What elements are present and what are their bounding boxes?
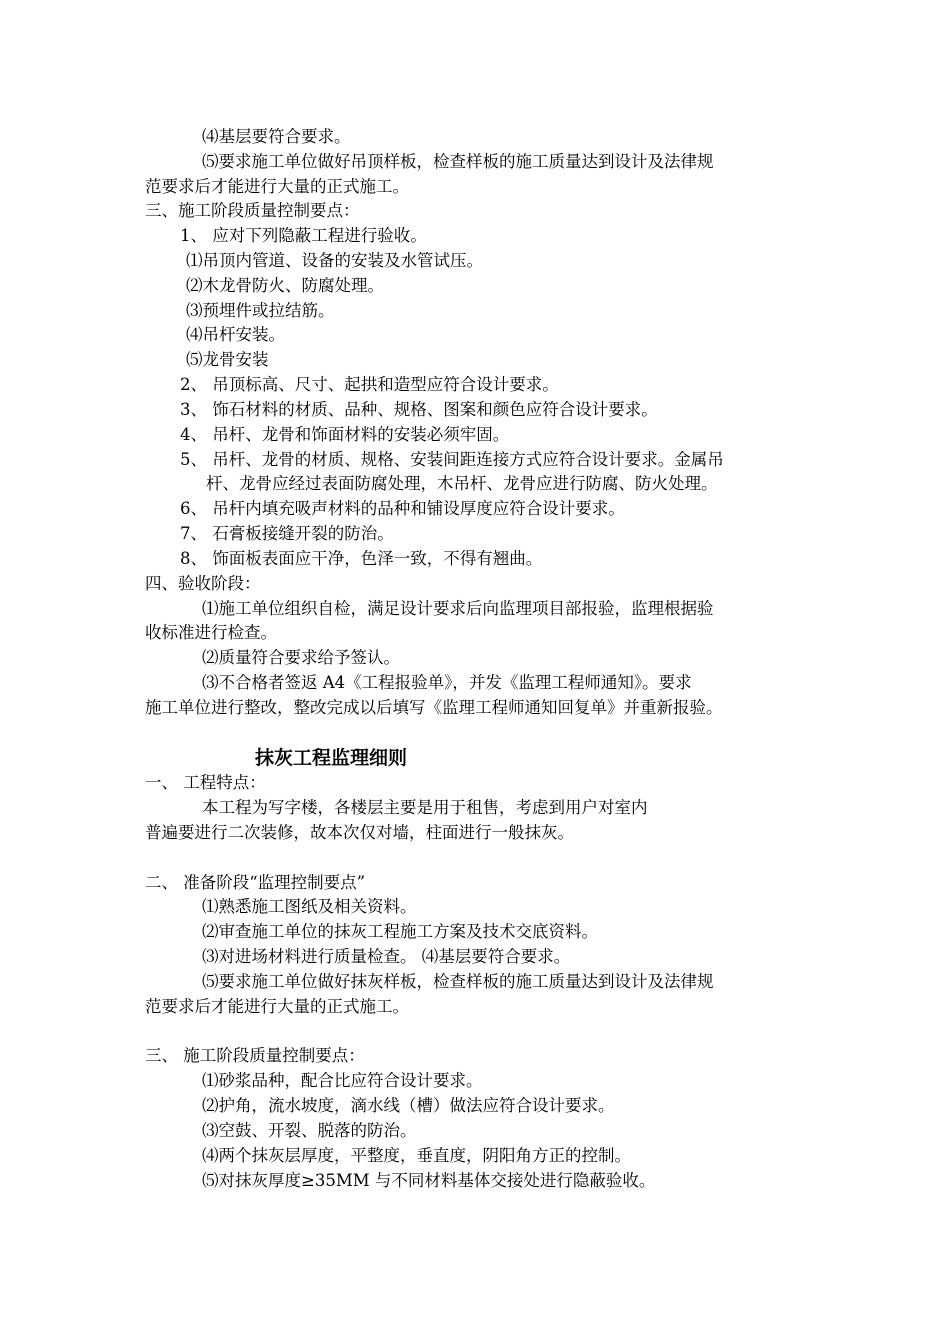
list-item-5-line-2: 杆、龙骨应经过表面防腐处理，木吊杆、龙骨应进行防腐、防火处理。 [206, 474, 718, 493]
s2-item-5-line-2: 范要求后才能进行大量的正式施工。 [145, 997, 409, 1016]
prep-item-5-line-2: 范要求后才能进行大量的正式施工。 [145, 177, 409, 196]
s1-line-2: 普遍要进行二次装修，故本次仅对墙，柱面进行一般抹灰。 [145, 823, 574, 842]
sub-item-1: ⑴吊顶内管道、设备的安装及水管试压。 [186, 251, 483, 270]
acceptance-item-3-line-1: ⑶不合格者签返 A4《工程报验单》，并发《监理工程师通知》。要求 [202, 673, 692, 692]
section-4-heading: 四、验收阶段： [145, 574, 261, 593]
list-item-5-line-1: 5、 吊杆、龙骨的材质、规格、安装间距连接方式应符合设计要求。金属吊 [180, 450, 724, 469]
list-item-4: 4、 吊杆、龙骨和饰面材料的安装必须牢固。 [180, 425, 510, 444]
sub-item-4: ⑷吊杆安装。 [186, 325, 285, 344]
list-item-7: 7、 石膏板接缝开裂的防治。 [180, 524, 394, 543]
acceptance-item-2: ⑵质量符合要求给予签认。 [202, 648, 400, 667]
acceptance-item-1-line-2: 收标准进行检查。 [145, 623, 277, 642]
sub-item-2: ⑵木龙骨防火、防腐处理。 [186, 276, 384, 295]
s1-heading: 一、 工程特点： [145, 773, 266, 792]
s2-item-2: ⑵审查施工单位的抹灰工程施工方案及技术交底资料。 [202, 922, 598, 941]
list-item-3: 3、 饰石材料的材质、品种、规格、图案和颜色应符合设计要求。 [180, 400, 658, 419]
s3-item-5: ⑸对抹灰厚度≥35MM 与不同材料基体交接处进行隐蔽验收。 [202, 1171, 656, 1190]
list-item-8: 8、 饰面板表面应干净，色泽一致，不得有翘曲。 [180, 549, 543, 568]
acceptance-item-1-line-1: ⑴施工单位组织自检，满足设计要求后向监理项目部报验，监理根据验 [202, 599, 714, 618]
s3-item-3: ⑶空鼓、开裂、脱落的防治。 [202, 1121, 417, 1140]
section-3-heading: 三、施工阶段质量控制要点： [145, 201, 360, 220]
list-item-1: 1、 应对下列隐蔽工程进行验收。 [180, 226, 427, 245]
list-item-6: 6、 吊杆内填充吸声材料的品种和铺设厚度应符合设计要求。 [180, 499, 625, 518]
list-item-2: 2、 吊顶标高、尺寸、起拱和造型应符合设计要求。 [180, 375, 559, 394]
s3-item-4: ⑷两个抹灰层厚度，平整度，垂直度，阴阳角方正的控制。 [202, 1146, 631, 1165]
s3-item-1: ⑴砂浆品种，配合比应符合设计要求。 [202, 1071, 483, 1090]
sub-item-5: ⑸龙骨安装 [186, 350, 269, 369]
s2-heading: 二、 准备阶段“监理控制要点” [145, 873, 366, 892]
s2-item-5-line-1: ⑸要求施工单位做好抹灰样板，检查样板的施工质量达到设计及法律规 [202, 972, 714, 991]
s3-item-2: ⑵护角，流水坡度，滴水线（槽）做法应符合设计要求。 [202, 1096, 615, 1115]
s3-heading: 三、 施工阶段质量控制要点： [145, 1046, 365, 1065]
s2-item-1: ⑴熟悉施工图纸及相关资料。 [202, 897, 417, 916]
s1-line-1: 本工程为写字楼，各楼层主要是用于租售，考虑到用户对室内 [202, 798, 648, 817]
s2-item-3: ⑶对进场材料进行质量检查。 ⑷基层要符合要求。 [202, 947, 571, 966]
prep-item-4: ⑷基层要符合要求。 [202, 127, 351, 146]
prep-item-5-line-1: ⑸要求施工单位做好吊顶样板，检查样板的施工质量达到设计及法律规 [202, 152, 714, 171]
sub-item-3: ⑶预埋件或拉结筋。 [186, 301, 335, 320]
section-title: 抹灰工程监理细则 [255, 747, 408, 769]
acceptance-item-3-line-2: 施工单位进行整改，整改完成以后填写《监理工程师通知回复单》并重新报验。 [145, 698, 723, 717]
